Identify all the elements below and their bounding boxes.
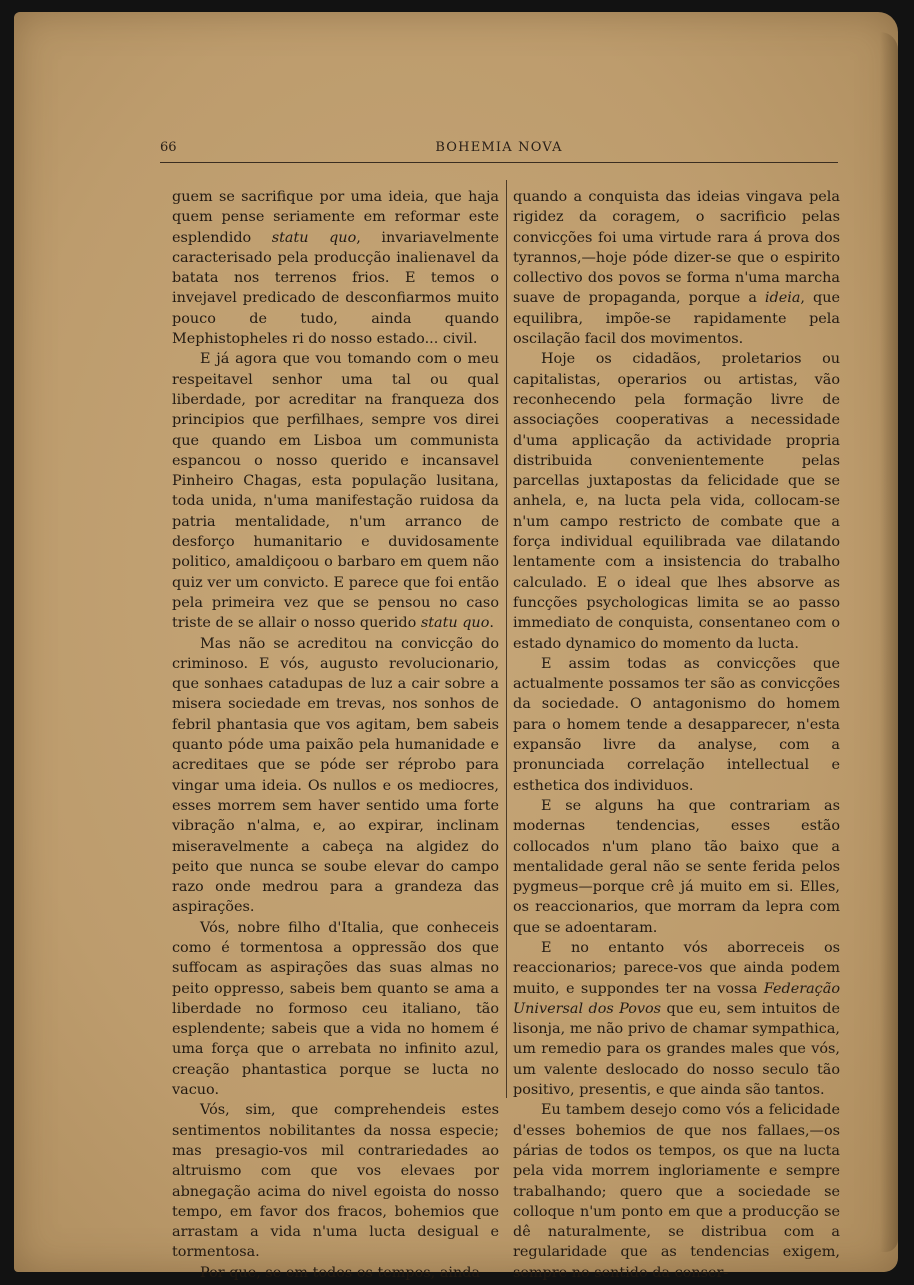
- text-run: E se alguns ha que contrariam as modernas tendencias, esses estão collocados n'um plano tão baixo que a mentalidade geral não se sente ferida pelos pygmeus—porque crê já muito em si. Elles, os reaccionarios, que morram da lepra com que se adoentaram.: [513, 797, 840, 936]
- paragraph: [513, 938, 840, 1100]
- text-run: Eu tambem desejo como vós a felicidade d'esses bohemios de que nos fallaes,—os párias de todos os tempos, os que na lucta pela vida morrem ingloriamente e sempre trabalhando; quero que a sociedade se colloque n'um ponto em que a producção se dê naturalmente, se distribua com a regularidade que as tendencias exigem, sempre no sentido da conser-: [513, 1102, 840, 1281]
- text-run: , invariavelmente caracterisado pela producção inalienavel da batata nos terrenos frios. E temos o invejavel predicado de desconfiarmos muito pouco de tudo, ainda quando Mephistopheles ri do nosso estado... civil.: [172, 229, 499, 348]
- italic-text: Federação Universal dos Povos: [513, 980, 840, 1017]
- paragraph: [513, 187, 840, 349]
- text-run: .: [489, 615, 494, 632]
- paragraph: [513, 796, 840, 938]
- text-run: Por que, se em todos os tempos, ainda: [200, 1264, 481, 1281]
- paragraph: [513, 1100, 840, 1283]
- text-run: que eu, sem intuitos de lisonja, me não privo de chamar sympathica, um remedio para os grandes males que vós, um valente deslocado do nosso seculo tão positivo, presentis, e que ainda são tantos.: [513, 1000, 840, 1099]
- text-run: guem se sacrifique por uma ideia, que haja quem pense seriamente em reformar este esplendido: [172, 189, 499, 246]
- italic-text: statu quo: [271, 229, 357, 246]
- text-run: E assim todas as convicções que actualmente possamos ter são as convicções da sociedade. O antagonismo do homem para o homem tende a desapparecer, n'esta expansão livre da analyse, com a pronunciada correlação intellectual e esthetica dos individuos.: [513, 655, 840, 794]
- running-title: BOHEMIA NOVA: [435, 140, 563, 155]
- text-run: Mas não se acreditou na convicção do criminoso. E vós, augusto revolucionario, que sonhaes catadupas de luz a cair sobre a misera sociedade em trevas, nos sonhos de febril phantasia que vos agitam, bem sabeis quanto póde uma paixão pela humanidade e acreditaes que se póde ser réprobo para vingar uma ideia. Os nullos e os mediocres, esses morrem sem haver sentido uma forte vibração n'alma, e, ao expirar, inclinam miseravelmente a cabeça na algidez do peito que nunca se soube elevar do campo razo onde medrou para a grandeza das aspirações.: [172, 635, 499, 916]
- paragraph: [513, 654, 840, 796]
- text-run: quando a conquista das ideias vingava pela rigidez da coragem, o sacrificio pelas convicções foi uma virtude rara á prova dos tyrannos,—hoje póde dizer-se que o espirito collectivo dos povos se forma n'uma marcha suave de propaganda, porque a: [513, 189, 840, 307]
- header-rule: [160, 162, 838, 163]
- italic-text: statu quo: [420, 615, 490, 632]
- text-run: Hoje os cidadãos, proletarios ou capitalistas, operarios ou artistas, vão reconhecendo pela formação livre de associações cooperativas a necessidade d'uma applicação da actividade propria distribuida convenientemente pelas parcellas juxtapostas da felicidade que se anhela, e, na lucta pela vida, collocam-se n'um campo restricto de combate que a força individual equilibrada vae dilatando lentamente com a insistencia do trabalho calculado. E o ideal que lhes absorve as funcções psychologicas limita se ao passo immediato de conquista, consentaneo com o estado dynamico do momento da lucta.: [513, 351, 840, 652]
- paragraph: [172, 1100, 499, 1262]
- text-run: Vós, nobre filho d'Italia, que conheceis como é tormentosa a oppressão dos que suffocam as aspirações das suas almas no peito oppresso, sabeis bem quanto se ama a liberdade no formoso ceu italiano, tão esplendente; sabeis que a vida no homem é uma força que o arrebata no infinito azul, creação phantastica porque se lucta no vacuo.: [172, 919, 499, 1099]
- page-number: 66: [160, 140, 177, 155]
- page-header: [160, 138, 838, 160]
- paragraph: [172, 918, 499, 1101]
- column-divider: [506, 180, 507, 1098]
- paragraph: [172, 349, 499, 633]
- text-run: E no entanto vós aborreceis os reaccionarios; parece-vos que ainda podem muito, e suppondes ter na vossa: [513, 939, 840, 997]
- paragraph: [172, 1263, 499, 1283]
- paragraph: [172, 634, 499, 918]
- left-column: [172, 187, 499, 1283]
- text-run: Vós, sim, que comprehendeis estes sentimentos nobilitantes da nossa especie; mas presagio-vos mil contrariedades ao altruismo com que vos elevaes por abnegação acima do nivel egoista do nosso tempo, em favor dos fracos, bohemios que arrastam a vida n'uma lucta desigual e tormentosa.: [172, 1102, 499, 1261]
- right-column: [513, 187, 840, 1283]
- paragraph: [172, 187, 499, 349]
- text-run: E já agora que vou tomando com o meu respeitavel senhor uma tal ou qual liberdade, por acreditar na franqueza dos principios que perfilhaes, sempre vos direi que quando em Lisboa um communista espancou o nosso querido e incansavel Pinheiro Chagas, esta população lusitana, toda unida, n'uma manifestação ruidosa da patria mentalidade, n'um arranco de desforço humanitario e duvidosamente politico, amaldiçoou o barbaro em quem não quiz ver um convicto. E parece que foi então pela primeira vez que se pensou no caso triste de se allair o nosso querido: [172, 351, 499, 632]
- page-edge-shadow: [880, 32, 898, 1252]
- paragraph: [513, 349, 840, 653]
- italic-text: ideia: [764, 290, 801, 307]
- text-run: , que equilibra, impõe-se rapidamente pela oscilação facil dos movimentos.: [513, 290, 840, 348]
